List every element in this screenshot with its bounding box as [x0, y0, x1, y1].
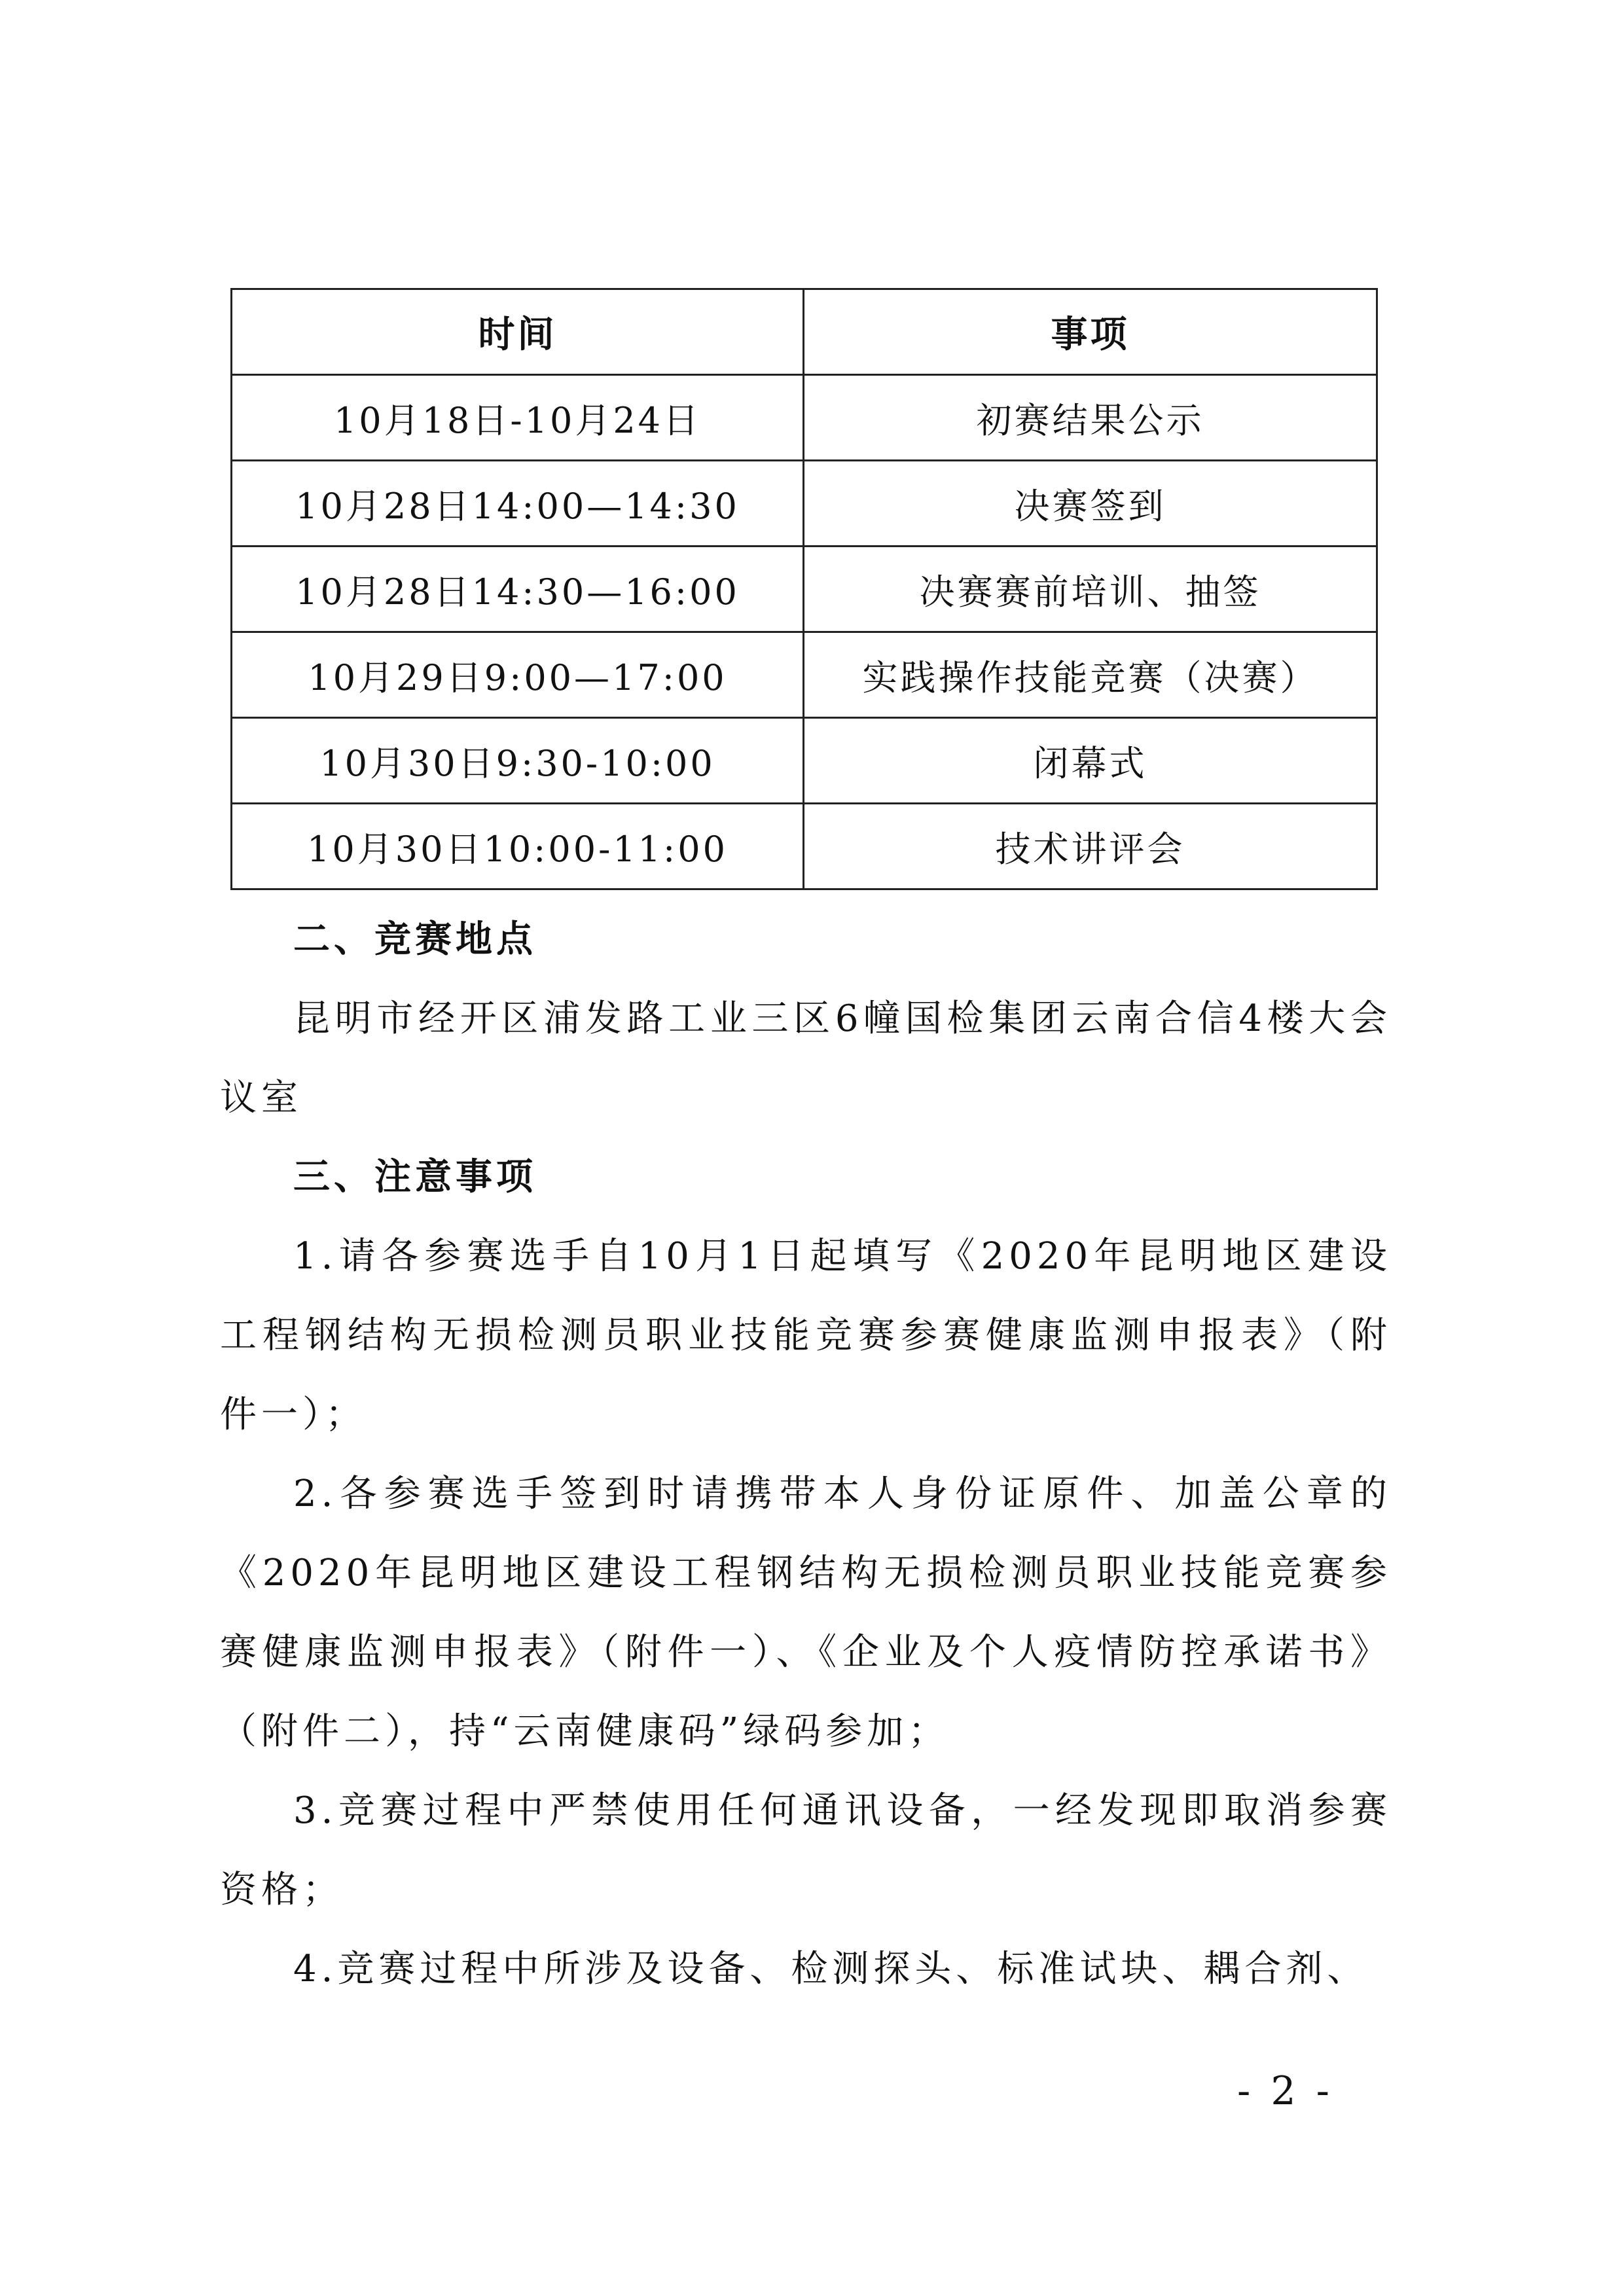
document-body	[220, 900, 1392, 2009]
row-time: 10月29日9:00—17:00	[232, 632, 804, 718]
section-heading-venue: 二、竞赛地点	[293, 918, 537, 961]
note-item-4: 4.竞赛过程中所涉及设备、检测探头、标准试块、耦合剂、	[293, 1948, 1369, 1990]
row-time: 10月30日9:30-10:00	[232, 718, 804, 804]
table-row	[232, 718, 1377, 804]
table-row	[232, 632, 1377, 718]
row-item: 决赛赛前培训、抽签	[804, 547, 1377, 632]
row-time: 10月18日-10月24日	[232, 375, 804, 461]
note-item-1: 1.请各参赛选手自10月1日起填写《2020年昆明地区建设工程钢结构无损检测员职业技能竞赛参赛健康监测申报表》（附件一）；	[220, 1235, 1392, 1436]
header-item: 事项	[804, 289, 1377, 375]
table-row	[232, 461, 1377, 547]
table-row	[232, 375, 1377, 461]
schedule-table	[230, 288, 1378, 890]
header-time: 时间	[232, 289, 804, 375]
note-item-3: 3.竞赛过程中严禁使用任何通讯设备，一经发现即取消参赛资格；	[220, 1789, 1392, 1911]
row-time: 10月28日14:00—14:30	[232, 461, 804, 547]
section-heading-notes: 三、注意事项	[293, 1156, 537, 1198]
row-time: 10月30日10:00-11:00	[232, 804, 804, 889]
row-item: 实践操作技能竞赛（决赛）	[804, 632, 1377, 718]
note-item-2: 2.各参赛选手签到时请携带本人身份证原件、加盖公章的《2020年昆明地区建设工程钢结构无损检测员职业技能竞赛参赛健康监测申报表》（附件一）、《企业及个人疫情防控承诺书》（附件二），持“云南健康码”绿码参加；	[220, 1473, 1392, 1753]
page-number: - 2 -	[1237, 2068, 1333, 2114]
table-row	[232, 547, 1377, 632]
table-header-row	[232, 289, 1377, 375]
row-time: 10月28日14:30—16:00	[232, 547, 804, 632]
row-item: 决赛签到	[804, 461, 1377, 547]
row-item: 闭幕式	[804, 718, 1377, 804]
venue-paragraph: 昆明市经开区浦发路工业三区6幢国检集团云南合信4楼大会议室	[220, 997, 1392, 1119]
row-item: 技术讲评会	[804, 804, 1377, 889]
row-item: 初赛结果公示	[804, 375, 1377, 461]
table-row	[232, 804, 1377, 889]
